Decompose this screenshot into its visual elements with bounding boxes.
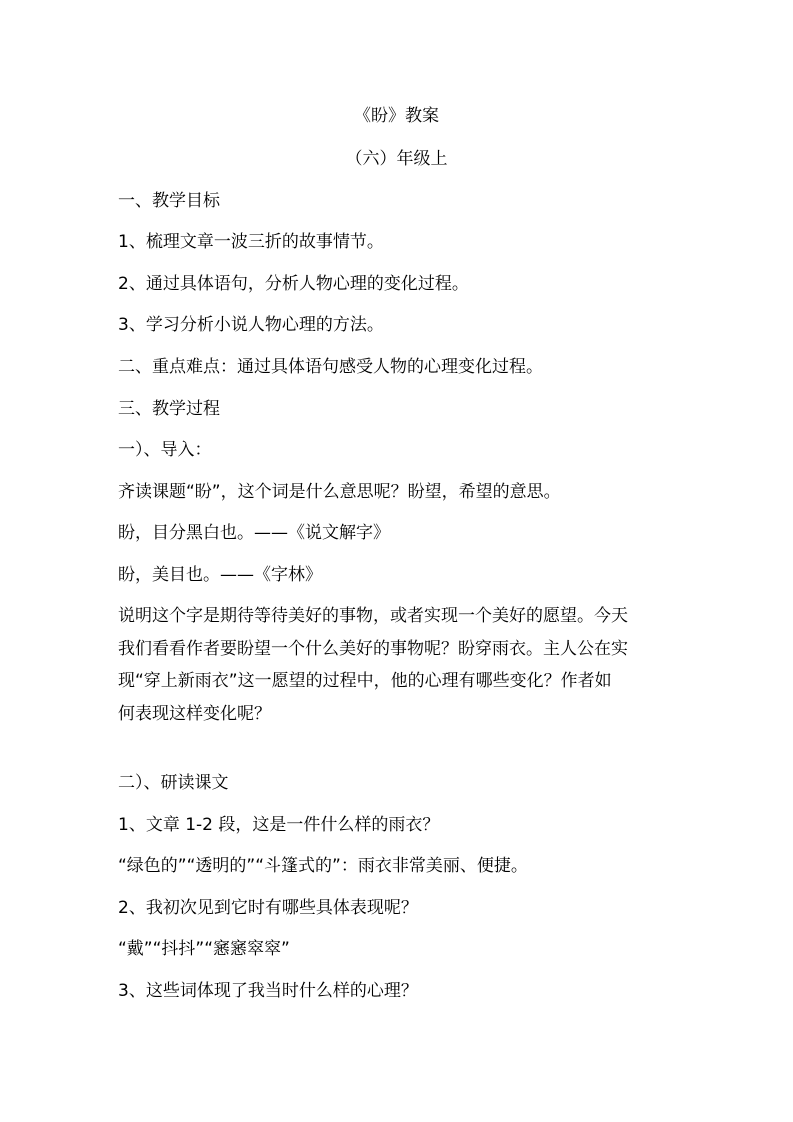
section-heading-process: 三、教学过程 — [118, 399, 220, 419]
paragraph-line: 说明这个字是期待等待美好的事物，或者实现一个美好的愿望。今天 — [118, 606, 628, 626]
document-title: 《盼》教案 — [354, 106, 439, 126]
goal-item-1: 1、梳理文章一波三折的故事情节。 — [118, 232, 384, 252]
quote-line-2: 盼，美目也。——《字林》 — [118, 565, 322, 585]
section-heading-key-points: 二、重点难点：通过具体语句感受人物的心理变化过程。 — [118, 357, 543, 377]
goal-item-3: 3、学习分析小说人物心理的方法。 — [118, 315, 384, 335]
subsection-heading-study: 二）、研读课文 — [118, 773, 229, 793]
study-question-2: 2、我初次见到它时有哪些具体表现呢？ — [118, 898, 418, 918]
intro-text-line: 齐读课题“盼”，这个词是什么意思呢？盼望，希望的意思。 — [118, 482, 561, 502]
study-question-1: 1、文章 1-2 段，这是一件什么样的雨衣？ — [118, 815, 440, 835]
section-heading-goals: 一、教学目标 — [118, 191, 220, 211]
study-answer-1: “绿色的”“透明的”“斗篷式的”：雨衣非常美丽、便捷。 — [118, 856, 528, 876]
quote-line-1: 盼，目分黑白也。——《说文解字》 — [118, 523, 390, 543]
explanation-paragraph — [118, 600, 680, 731]
paragraph-line: 何表现这样变化呢？ — [118, 704, 271, 725]
paragraph-line: 我们看看作者要盼望一个什么美好的事物呢？盼穿雨衣。主人公在实 — [118, 638, 628, 659]
study-answer-2: “戴”“抖抖”“窸窸窣窣” — [118, 939, 290, 959]
subsection-heading-intro: 一）、导入： — [118, 440, 212, 460]
goal-item-2: 2、通过具体语句，分析人物心理的变化过程。 — [118, 274, 469, 294]
document-subtitle: （六）年级上 — [345, 149, 448, 169]
study-question-3: 3、这些词体现了我当时什么样的心理？ — [118, 981, 418, 1001]
paragraph-line: 现“穿上新雨衣”这一愿望的过程中，他的心理有哪些变化？作者如 — [118, 671, 612, 692]
